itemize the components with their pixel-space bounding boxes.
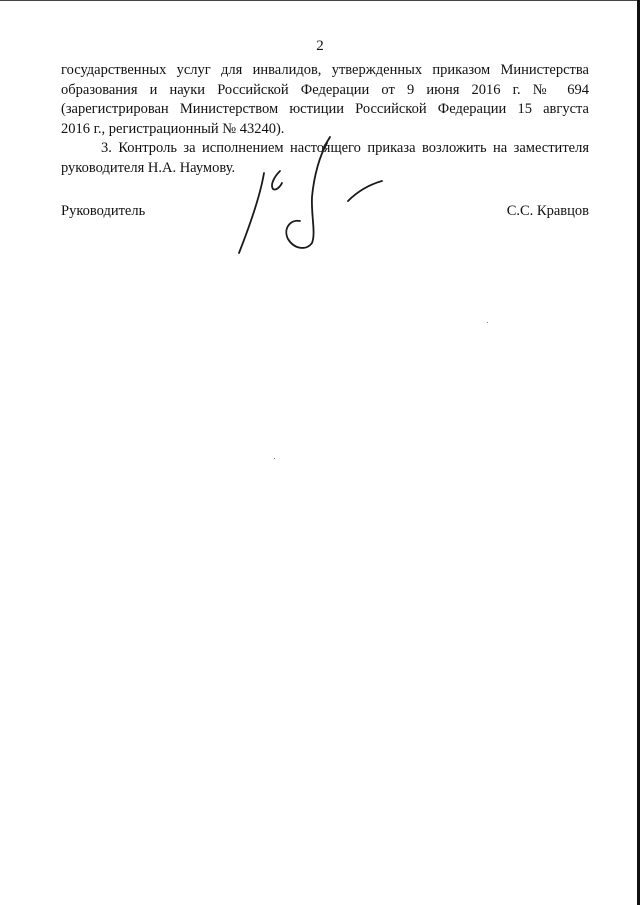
paragraph-continuation xyxy=(61,61,589,139)
handwritten-signature xyxy=(228,135,398,260)
signature-stroke xyxy=(272,171,282,190)
text-line: образования и науки Российской Федерации от 9 июня 2016 г. № 694 xyxy=(61,81,589,98)
text-line: 2016 г., регистрационный № 43240). xyxy=(61,120,285,137)
signature-stroke xyxy=(286,143,327,248)
signature-stroke xyxy=(239,173,264,253)
text-line: руководителя Н.А. Наумову. xyxy=(61,159,236,176)
text-line: 3. Контроль за исполнением настоящего приказа возложить на заместителя xyxy=(101,140,589,156)
signatory-role: Руководитель xyxy=(61,203,146,219)
scan-edge-top xyxy=(0,0,640,1)
signatory-name: С.С. Кравцов xyxy=(506,203,589,219)
scan-speck xyxy=(487,322,488,323)
page-number: 2 xyxy=(316,38,324,54)
scan-speck xyxy=(274,458,275,459)
signature-stroke xyxy=(348,181,382,201)
text-line: (зарегистрирован Министерством юстиции Российской Федерации 15 августа xyxy=(61,101,589,117)
text-line: государственных услуг для инвалидов, утвержденных приказом Министерства xyxy=(61,62,589,78)
signature-stroke xyxy=(324,137,330,147)
